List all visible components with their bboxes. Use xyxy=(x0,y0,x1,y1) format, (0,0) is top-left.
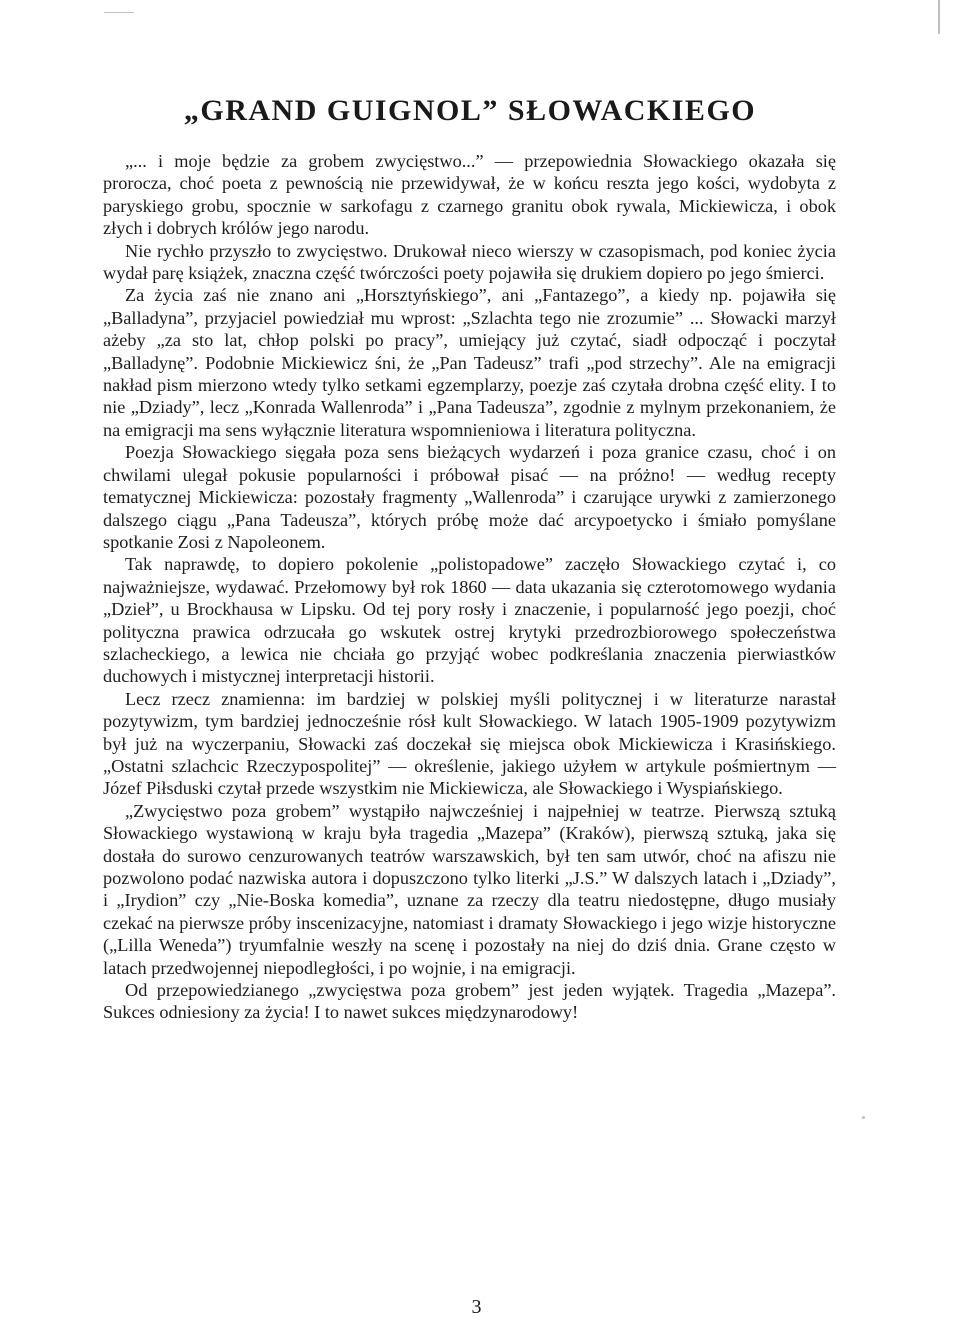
paragraph: Poezja Słowackiego sięgała poza sens bieżących wydarzeń i poza granice czasu, choć i on chwilami ulegał pokusie popularności i próbował pisać — na próżno! — według recepty tematycznej Mickiewicza: pozostały fragmenty „Wallenroda” i czarujące urywki z zamierzonego dalszego ciągu „Pana Tadeusza”, których próbę może dać arcypoetycko i śmiało pomyślane spotkanie Zosi z Napoleonem. xyxy=(103,442,836,552)
paragraph: „... i moje będzie za grobem zwycięstwo...” — przepowiednia Słowackiego okazała się prorocza, choć poeta z pewnością nie przewidywał, że w końcu reszta jego kości, wydobyta z paryskiego grobu, spocznie w sarkofagu z czarnego granitu obok rywala, Mickiewicza, i obok złych i dobrych królów jego narodu. xyxy=(103,151,836,239)
page-number: 3 xyxy=(471,1296,482,1318)
paragraph: Za życia zaś nie znano ani „Horsztyńskiego”, ani „Fantazego”, a kiedy np. pojawiła się „Balladyna”, przyjaciel powiedział mu wprost: „Szlachta tego nie zrozumie” ... Słowacki marzył ażeby „za sto lat, chłop polski po pracy”, umiejący już czytać, siadł odpocząć i poczytał „Balladynę”. Podobnie Mickiewicz śni, że „Pan Tadeusz” trafi „pod strzechy”. Ale na emigracji nakład pism mierzono wtedy tylko setkami egzemplarzy, poezje zaś czytała drobna część elity. I to nie „Dziady”, lecz „Konrada Wallenroda” i „Pana Tadeusza”, zgodnie z mylnym przekonaniem, że na emigracji ma sens wyłącznie literatura wspomnieniowa i literatura polityczna. xyxy=(103,285,836,440)
paragraph: Lecz rzecz znamienna: im bardziej w polskiej myśli politycznej i w literaturze narastał pozytywizm, tym bardziej jednocześnie rósł kult Słowackiego. W latach 1905-1909 pozytywizm był już na wyczerpaniu, Słowacki zaś doczekał się miejsca obok Mickiewicza i Krasińskiego. „Ostatni szlachcic Rzeczypospolitej” — określenie, jakiego użyłem w artykule pośmiertnym — Józef Piłsduski czytał przede wszystkim nie Mickiewicza, ale Słowackiego i Wyspiańskiego. xyxy=(103,688,836,799)
article-body xyxy=(103,150,836,1024)
paragraph: Od przepowiedzianego „zwycięstwa poza grobem” jest jeden wyjątek. Tragedia „Mazepa”. Sukces odniesiony za życia! I to nawet sukces międzynarodowy! xyxy=(103,980,836,1023)
paragraph: Nie rychło przyszło to zwycięstwo. Drukował nieco wierszy w czasopismach, pod koniec życia wydał parę książek, znaczna część twórczości poety pojawiła się drukiem dopiero po jego śmierci. xyxy=(103,240,836,284)
scan-mark-right xyxy=(938,0,940,34)
article-title: „GRAND GUIGNOL” SŁOWACKIEGO xyxy=(183,94,757,127)
scan-mark-dot xyxy=(862,1116,865,1119)
paragraph: „Zwycięstwo poza grobem” wystąpiło najwcześniej i najpełniej w teatrze. Pierwszą sztuką Słowackiego wystawioną w kraju była tragedia „Mazepa” (Kraków), pierwszą sztuką, jaka się dostała do surowo cenzurowanych teatrów warszawskich, był ten sam utwór, choć na afiszu nie pozwolono podać nazwiska autora i dopuszczono tylko literki „J.S.” W dalszych latach i „Dziady”, i „Irydion” czy „Nie-Boska komedia”, uznane za rzeczy dla teatru niedostępne, długo musiały czekać na pierwsze próby inscenizacyjne, natomiast i dramaty Słowackiego i jego wizje historyczne („Lilla Weneda”) tryumfalnie weszły na scenę i pozostały na niej do dziś dnia. Grane często w latach przedwojennej niepodległości, i po wojnie, i na emigracji. xyxy=(103,800,836,978)
scan-mark-top xyxy=(104,12,134,13)
paragraph: Tak naprawdę, to dopiero pokolenie „polistopadowe” zaczęło Słowackiego czytać i, co najważniejsze, wydawać. Przełomowy był rok 1860 — data ukazania się czterotomowego wydania „Dzieł”, u Brockhausa w Lipsku. Od tej pory rosły i znaczenie, i popularność jego poezji, choć polityczna prawica odrzucała go wskutek ostrej krytyki przedrozbiorowego społeczeństwa szlacheckiego, a lewica nie chciała go przyjąć wobec podkreślania znaczenia pierwiastków duchowych i mistycznej interpretacji historii. xyxy=(103,554,836,687)
